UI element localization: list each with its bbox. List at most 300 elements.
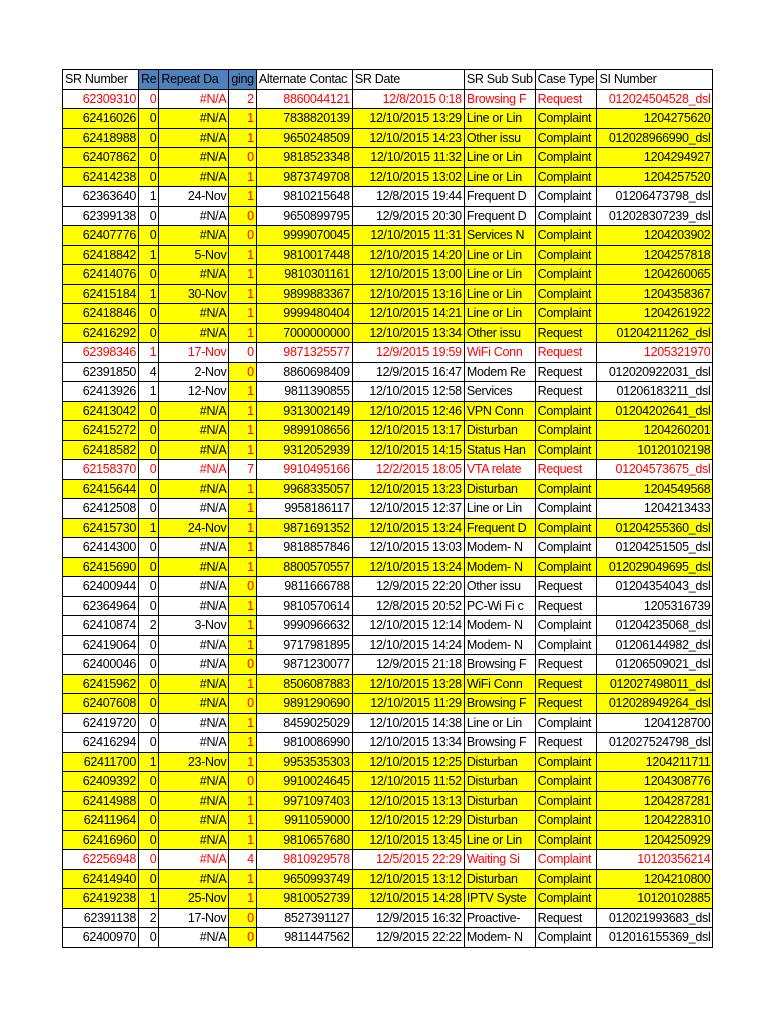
repeat-cell[interactable]: 0 (139, 265, 159, 285)
ageing-cell[interactable]: 1 (229, 616, 256, 636)
repeat-cell[interactable]: 0 (139, 421, 159, 441)
ageing-cell[interactable]: 1 (229, 596, 256, 616)
ageing-cell[interactable]: 1 (229, 323, 256, 343)
sr-date-cell[interactable]: 12/10/2015 13:24 (352, 557, 464, 577)
case-type-cell[interactable]: Request (535, 89, 597, 109)
sr-date-cell[interactable]: 12/10/2015 13:45 (352, 830, 464, 850)
sr-sub-sub-cell[interactable]: Line or Lin (464, 713, 535, 733)
sr-date-cell[interactable]: 12/9/2015 19:59 (352, 343, 464, 363)
case-type-cell[interactable]: Request (535, 362, 597, 382)
alternate-contact-cell[interactable]: 9810017448 (256, 245, 352, 265)
repeat-cell[interactable]: 0 (139, 772, 159, 792)
case-type-cell[interactable]: Complaint (535, 226, 597, 246)
case-type-cell[interactable]: Complaint (535, 187, 597, 207)
alternate-contact-cell[interactable]: 9810215648 (256, 187, 352, 207)
repeat-date-cell[interactable]: #N/A (159, 811, 229, 831)
sr-number-cell[interactable]: 62400046 (63, 655, 139, 675)
repeat-date-cell[interactable]: #N/A (159, 791, 229, 811)
sr-date-cell[interactable]: 12/10/2015 11:52 (352, 772, 464, 792)
ageing-cell[interactable]: 1 (229, 245, 256, 265)
sr-sub-sub-cell[interactable]: Line or Lin (464, 245, 535, 265)
si-number-cell[interactable]: 10120102198 (597, 440, 713, 460)
repeat-date-cell[interactable]: #N/A (159, 538, 229, 558)
sr-date-cell[interactable]: 12/10/2015 13:02 (352, 167, 464, 187)
ageing-cell[interactable]: 0 (229, 577, 256, 597)
sr-number-cell[interactable]: 62413926 (63, 382, 139, 402)
si-number-cell[interactable]: 1204260065 (597, 265, 713, 285)
sr-sub-sub-cell[interactable]: Disturban (464, 811, 535, 831)
sr-sub-sub-cell[interactable]: Proactive- (464, 908, 535, 928)
ageing-cell[interactable]: 1 (229, 421, 256, 441)
si-number-cell[interactable]: 1204358367 (597, 284, 713, 304)
alternate-contact-cell[interactable]: 8527391127 (256, 908, 352, 928)
repeat-cell[interactable]: 0 (139, 440, 159, 460)
ageing-cell[interactable]: 1 (229, 401, 256, 421)
sr-sub-sub-cell[interactable]: Frequent D (464, 518, 535, 538)
case-type-cell[interactable]: Complaint (535, 206, 597, 226)
sr-number-cell[interactable]: 62363640 (63, 187, 139, 207)
repeat-cell[interactable]: 0 (139, 674, 159, 694)
repeat-date-cell[interactable]: #N/A (159, 148, 229, 168)
repeat-date-cell[interactable]: #N/A (159, 304, 229, 324)
case-type-cell[interactable]: Request (535, 908, 597, 928)
ageing-cell[interactable]: 1 (229, 538, 256, 558)
repeat-date-cell[interactable]: 17-Nov (159, 343, 229, 363)
repeat-cell[interactable]: 0 (139, 596, 159, 616)
ageing-cell[interactable]: 1 (229, 187, 256, 207)
sr-date-cell[interactable]: 12/10/2015 12:46 (352, 401, 464, 421)
sr-number-cell[interactable]: 62418842 (63, 245, 139, 265)
sr-date-cell[interactable]: 12/10/2015 14:38 (352, 713, 464, 733)
sr-sub-sub-cell[interactable]: Frequent D (464, 187, 535, 207)
sr-sub-sub-cell[interactable]: Line or Lin (464, 265, 535, 285)
si-number-cell[interactable]: 1205316739 (597, 596, 713, 616)
sr-date-cell[interactable]: 12/10/2015 13:29 (352, 109, 464, 129)
repeat-cell[interactable]: 1 (139, 382, 159, 402)
case-type-cell[interactable]: Complaint (535, 635, 597, 655)
sr-sub-sub-cell[interactable]: Other issu (464, 577, 535, 597)
ageing-cell[interactable]: 1 (229, 109, 256, 129)
case-type-cell[interactable]: Complaint (535, 304, 597, 324)
si-number-cell[interactable]: 1205321970 (597, 343, 713, 363)
sr-sub-sub-cell[interactable]: Modem Re (464, 362, 535, 382)
sr-number-cell[interactable]: 62416960 (63, 830, 139, 850)
repeat-date-cell[interactable]: #N/A (159, 128, 229, 148)
repeat-date-cell[interactable]: 5-Nov (159, 245, 229, 265)
ageing-cell[interactable]: 1 (229, 128, 256, 148)
case-type-cell[interactable]: Complaint (535, 557, 597, 577)
repeat-cell[interactable]: 1 (139, 889, 159, 909)
sr-date-cell[interactable]: 12/9/2015 22:20 (352, 577, 464, 597)
case-type-cell[interactable]: Request (535, 382, 597, 402)
alternate-contact-cell[interactable]: 9810657680 (256, 830, 352, 850)
repeat-date-cell[interactable]: #N/A (159, 440, 229, 460)
repeat-date-cell[interactable]: 12-Nov (159, 382, 229, 402)
case-type-cell[interactable]: Complaint (535, 772, 597, 792)
header-sr-number[interactable]: SR Number (63, 70, 139, 90)
sr-date-cell[interactable]: 12/10/2015 12:37 (352, 499, 464, 519)
sr-number-cell[interactable]: 62419720 (63, 713, 139, 733)
sr-sub-sub-cell[interactable]: Modem- N (464, 635, 535, 655)
repeat-date-cell[interactable]: #N/A (159, 635, 229, 655)
repeat-date-cell[interactable]: 17-Nov (159, 908, 229, 928)
alternate-contact-cell[interactable]: 8860044121 (256, 89, 352, 109)
case-type-cell[interactable]: Request (535, 733, 597, 753)
repeat-date-cell[interactable]: #N/A (159, 577, 229, 597)
repeat-cell[interactable]: 1 (139, 245, 159, 265)
sr-number-cell[interactable]: 62415962 (63, 674, 139, 694)
sr-number-cell[interactable]: 62407776 (63, 226, 139, 246)
alternate-contact-cell[interactable]: 9871230077 (256, 655, 352, 675)
repeat-date-cell[interactable]: 30-Nov (159, 284, 229, 304)
sr-number-cell[interactable]: 62411964 (63, 811, 139, 831)
sr-date-cell[interactable]: 12/10/2015 11:31 (352, 226, 464, 246)
case-type-cell[interactable]: Request (535, 655, 597, 675)
si-number-cell[interactable]: 012021993683_dsl (597, 908, 713, 928)
si-number-cell[interactable]: 1204250929 (597, 830, 713, 850)
si-number-cell[interactable]: 1204294927 (597, 148, 713, 168)
sr-date-cell[interactable]: 12/10/2015 14:23 (352, 128, 464, 148)
sr-number-cell[interactable]: 62418846 (63, 304, 139, 324)
case-type-cell[interactable]: Complaint (535, 401, 597, 421)
repeat-cell[interactable]: 0 (139, 167, 159, 187)
alternate-contact-cell[interactable]: 9873749708 (256, 167, 352, 187)
repeat-cell[interactable]: 0 (139, 128, 159, 148)
repeat-date-cell[interactable]: 3-Nov (159, 616, 229, 636)
ageing-cell[interactable]: 0 (229, 362, 256, 382)
ageing-cell[interactable]: 1 (229, 499, 256, 519)
sr-sub-sub-cell[interactable]: Disturban (464, 791, 535, 811)
case-type-cell[interactable]: Complaint (535, 830, 597, 850)
si-number-cell[interactable]: 01204354043_dsl (597, 577, 713, 597)
repeat-date-cell[interactable]: #N/A (159, 109, 229, 129)
sr-sub-sub-cell[interactable]: Line or Lin (464, 148, 535, 168)
repeat-date-cell[interactable]: #N/A (159, 850, 229, 870)
alternate-contact-cell[interactable]: 9910024645 (256, 772, 352, 792)
sr-number-cell[interactable]: 62407862 (63, 148, 139, 168)
si-number-cell[interactable]: 01204235068_dsl (597, 616, 713, 636)
ageing-cell[interactable]: 7 (229, 460, 256, 480)
ageing-cell[interactable]: 1 (229, 479, 256, 499)
alternate-contact-cell[interactable]: 9650899795 (256, 206, 352, 226)
ageing-cell[interactable]: 1 (229, 265, 256, 285)
repeat-cell[interactable]: 0 (139, 733, 159, 753)
alternate-contact-cell[interactable]: 9910495166 (256, 460, 352, 480)
si-number-cell[interactable]: 01204573675_dsl (597, 460, 713, 480)
si-number-cell[interactable]: 01206183211_dsl (597, 382, 713, 402)
sr-date-cell[interactable]: 12/9/2015 21:18 (352, 655, 464, 675)
sr-sub-sub-cell[interactable]: Modem- N (464, 616, 535, 636)
sr-number-cell[interactable]: 62391138 (63, 908, 139, 928)
sr-date-cell[interactable]: 12/10/2015 13:23 (352, 479, 464, 499)
repeat-date-cell[interactable]: #N/A (159, 323, 229, 343)
alternate-contact-cell[interactable]: 9810301161 (256, 265, 352, 285)
alternate-contact-cell[interactable]: 9650993749 (256, 869, 352, 889)
sr-date-cell[interactable]: 12/10/2015 13:16 (352, 284, 464, 304)
sr-number-cell[interactable]: 62409392 (63, 772, 139, 792)
sr-number-cell[interactable]: 62412508 (63, 499, 139, 519)
sr-date-cell[interactable]: 12/10/2015 13:03 (352, 538, 464, 558)
ageing-cell[interactable]: 1 (229, 889, 256, 909)
ageing-cell[interactable]: 1 (229, 752, 256, 772)
repeat-cell[interactable]: 0 (139, 830, 159, 850)
ageing-cell[interactable]: 0 (229, 655, 256, 675)
repeat-cell[interactable]: 0 (139, 538, 159, 558)
si-number-cell[interactable]: 012028966990_dsl (597, 128, 713, 148)
sr-date-cell[interactable]: 12/8/2015 20:52 (352, 596, 464, 616)
sr-number-cell[interactable]: 62413042 (63, 401, 139, 421)
repeat-cell[interactable]: 0 (139, 401, 159, 421)
repeat-date-cell[interactable]: #N/A (159, 460, 229, 480)
sr-date-cell[interactable]: 12/10/2015 13:34 (352, 323, 464, 343)
repeat-date-cell[interactable]: #N/A (159, 499, 229, 519)
sr-sub-sub-cell[interactable]: WiFi Conn (464, 674, 535, 694)
alternate-contact-cell[interactable]: 9810052739 (256, 889, 352, 909)
sr-number-cell[interactable]: 62400970 (63, 928, 139, 948)
si-number-cell[interactable]: 01204202641_dsl (597, 401, 713, 421)
repeat-cell[interactable]: 2 (139, 908, 159, 928)
case-type-cell[interactable]: Request (535, 596, 597, 616)
repeat-date-cell[interactable]: #N/A (159, 713, 229, 733)
sr-date-cell[interactable]: 12/10/2015 14:21 (352, 304, 464, 324)
header-alternate-contact[interactable]: Alternate Contac (256, 70, 352, 90)
ageing-cell[interactable]: 1 (229, 733, 256, 753)
sr-sub-sub-cell[interactable]: Disturban (464, 772, 535, 792)
case-type-cell[interactable]: Complaint (535, 440, 597, 460)
case-type-cell[interactable]: Complaint (535, 284, 597, 304)
alternate-contact-cell[interactable]: 9871325577 (256, 343, 352, 363)
sr-sub-sub-cell[interactable]: Modem- N (464, 928, 535, 948)
alternate-contact-cell[interactable]: 9953535303 (256, 752, 352, 772)
alternate-contact-cell[interactable]: 9968335057 (256, 479, 352, 499)
alternate-contact-cell[interactable]: 8506087883 (256, 674, 352, 694)
repeat-cell[interactable]: 0 (139, 811, 159, 831)
sr-date-cell[interactable]: 12/10/2015 14:28 (352, 889, 464, 909)
sr-sub-sub-cell[interactable]: Status Han (464, 440, 535, 460)
sr-date-cell[interactable]: 12/10/2015 13:00 (352, 265, 464, 285)
case-type-cell[interactable]: Request (535, 577, 597, 597)
alternate-contact-cell[interactable]: 9990966632 (256, 616, 352, 636)
si-number-cell[interactable]: 1204287281 (597, 791, 713, 811)
ageing-cell[interactable]: 1 (229, 557, 256, 577)
sr-number-cell[interactable]: 62414076 (63, 265, 139, 285)
case-type-cell[interactable]: Request (535, 694, 597, 714)
header-sr-date[interactable]: SR Date (352, 70, 464, 90)
repeat-date-cell[interactable]: #N/A (159, 655, 229, 675)
case-type-cell[interactable]: Complaint (535, 811, 597, 831)
sr-number-cell[interactable]: 62415272 (63, 421, 139, 441)
si-number-cell[interactable]: 01204255360_dsl (597, 518, 713, 538)
sr-sub-sub-cell[interactable]: PC-Wi Fi c (464, 596, 535, 616)
case-type-cell[interactable]: Complaint (535, 265, 597, 285)
case-type-cell[interactable]: Complaint (535, 752, 597, 772)
case-type-cell[interactable]: Complaint (535, 713, 597, 733)
case-type-cell[interactable]: Complaint (535, 245, 597, 265)
sr-sub-sub-cell[interactable]: Line or Lin (464, 499, 535, 519)
case-type-cell[interactable]: Complaint (535, 538, 597, 558)
repeat-cell[interactable]: 0 (139, 89, 159, 109)
sr-date-cell[interactable]: 12/10/2015 12:58 (352, 382, 464, 402)
ageing-cell[interactable]: 0 (229, 148, 256, 168)
si-number-cell[interactable]: 1204203902 (597, 226, 713, 246)
sr-sub-sub-cell[interactable]: Disturban (464, 869, 535, 889)
case-type-cell[interactable]: Complaint (535, 499, 597, 519)
repeat-cell[interactable]: 0 (139, 713, 159, 733)
case-type-cell[interactable]: Request (535, 674, 597, 694)
repeat-date-cell[interactable]: #N/A (159, 557, 229, 577)
si-number-cell[interactable]: 01204211262_dsl (597, 323, 713, 343)
si-number-cell[interactable]: 1204549568 (597, 479, 713, 499)
alternate-contact-cell[interactable]: 7000000000 (256, 323, 352, 343)
repeat-cell[interactable]: 1 (139, 284, 159, 304)
sr-sub-sub-cell[interactable]: Other issu (464, 128, 535, 148)
sr-sub-sub-cell[interactable]: Frequent D (464, 206, 535, 226)
ageing-cell[interactable]: 1 (229, 518, 256, 538)
ageing-cell[interactable]: 1 (229, 791, 256, 811)
si-number-cell[interactable]: 1204275620 (597, 109, 713, 129)
sr-sub-sub-cell[interactable]: Modem- N (464, 557, 535, 577)
sr-number-cell[interactable]: 62414988 (63, 791, 139, 811)
sr-number-cell[interactable]: 62364964 (63, 596, 139, 616)
case-type-cell[interactable]: Complaint (535, 518, 597, 538)
si-number-cell[interactable]: 012016155369_dsl (597, 928, 713, 948)
repeat-date-cell[interactable]: #N/A (159, 479, 229, 499)
sr-sub-sub-cell[interactable]: Disturban (464, 421, 535, 441)
si-number-cell[interactable]: 1204228310 (597, 811, 713, 831)
sr-date-cell[interactable]: 12/8/2015 19:44 (352, 187, 464, 207)
repeat-cell[interactable]: 0 (139, 323, 159, 343)
header-case-type[interactable]: Case Type (535, 70, 597, 90)
repeat-date-cell[interactable]: #N/A (159, 869, 229, 889)
ageing-cell[interactable]: 0 (229, 226, 256, 246)
sr-date-cell[interactable]: 12/10/2015 13:13 (352, 791, 464, 811)
alternate-contact-cell[interactable]: 9891290690 (256, 694, 352, 714)
repeat-cell[interactable]: 1 (139, 187, 159, 207)
ageing-cell[interactable]: 0 (229, 772, 256, 792)
sr-date-cell[interactable]: 12/10/2015 14:24 (352, 635, 464, 655)
sr-date-cell[interactable]: 12/5/2015 22:29 (352, 850, 464, 870)
ageing-cell[interactable]: 1 (229, 713, 256, 733)
repeat-cell[interactable]: 0 (139, 577, 159, 597)
sr-sub-sub-cell[interactable]: Line or Lin (464, 167, 535, 187)
sr-number-cell[interactable]: 62414300 (63, 538, 139, 558)
sr-number-cell[interactable]: 62418988 (63, 128, 139, 148)
sr-sub-sub-cell[interactable]: Services (464, 382, 535, 402)
ageing-cell[interactable]: 0 (229, 343, 256, 363)
repeat-cell[interactable]: 0 (139, 460, 159, 480)
repeat-date-cell[interactable]: #N/A (159, 265, 229, 285)
repeat-cell[interactable]: 0 (139, 694, 159, 714)
sr-number-cell[interactable]: 62414940 (63, 869, 139, 889)
repeat-date-cell[interactable]: 24-Nov (159, 518, 229, 538)
repeat-date-cell[interactable]: #N/A (159, 226, 229, 246)
repeat-cell[interactable]: 0 (139, 226, 159, 246)
si-number-cell[interactable]: 1204260201 (597, 421, 713, 441)
sr-sub-sub-cell[interactable]: Line or Lin (464, 109, 535, 129)
sr-date-cell[interactable]: 12/10/2015 14:20 (352, 245, 464, 265)
alternate-contact-cell[interactable]: 9958186117 (256, 499, 352, 519)
si-number-cell[interactable]: 012029049695_dsl (597, 557, 713, 577)
sr-number-cell[interactable]: 62400944 (63, 577, 139, 597)
ageing-cell[interactable]: 0 (229, 694, 256, 714)
repeat-cell[interactable]: 0 (139, 557, 159, 577)
alternate-contact-cell[interactable]: 9971097403 (256, 791, 352, 811)
sr-number-cell[interactable]: 62391850 (63, 362, 139, 382)
alternate-contact-cell[interactable]: 9811447562 (256, 928, 352, 948)
sr-sub-sub-cell[interactable]: Browsing F (464, 89, 535, 109)
repeat-cell[interactable]: 1 (139, 518, 159, 538)
header-repeat-date[interactable]: Repeat Da (159, 70, 229, 90)
sr-number-cell[interactable]: 62416294 (63, 733, 139, 753)
ageing-cell[interactable]: 0 (229, 206, 256, 226)
case-type-cell[interactable]: Complaint (535, 167, 597, 187)
sr-sub-sub-cell[interactable]: Disturban (464, 479, 535, 499)
sr-date-cell[interactable]: 12/10/2015 13:34 (352, 733, 464, 753)
ageing-cell[interactable]: 0 (229, 908, 256, 928)
sr-number-cell[interactable]: 62415730 (63, 518, 139, 538)
repeat-date-cell[interactable]: 23-Nov (159, 752, 229, 772)
sr-number-cell[interactable]: 62398346 (63, 343, 139, 363)
si-number-cell[interactable]: 012027498011_dsl (597, 674, 713, 694)
ageing-cell[interactable]: 0 (229, 928, 256, 948)
sr-number-cell[interactable]: 62419238 (63, 889, 139, 909)
alternate-contact-cell[interactable]: 7838820139 (256, 109, 352, 129)
alternate-contact-cell[interactable]: 9899108656 (256, 421, 352, 441)
sr-date-cell[interactable]: 12/10/2015 14:15 (352, 440, 464, 460)
repeat-date-cell[interactable]: #N/A (159, 674, 229, 694)
si-number-cell[interactable]: 012024504528_dsl (597, 89, 713, 109)
repeat-date-cell[interactable]: #N/A (159, 694, 229, 714)
ageing-cell[interactable]: 1 (229, 304, 256, 324)
sr-number-cell[interactable]: 62410874 (63, 616, 139, 636)
si-number-cell[interactable]: 1204308776 (597, 772, 713, 792)
sr-number-cell[interactable]: 62419064 (63, 635, 139, 655)
repeat-cell[interactable]: 0 (139, 206, 159, 226)
repeat-date-cell[interactable]: #N/A (159, 928, 229, 948)
sr-date-cell[interactable]: 12/10/2015 13:12 (352, 869, 464, 889)
case-type-cell[interactable]: Complaint (535, 791, 597, 811)
repeat-date-cell[interactable]: 25-Nov (159, 889, 229, 909)
sr-date-cell[interactable]: 12/9/2015 20:30 (352, 206, 464, 226)
si-number-cell[interactable]: 01206473798_dsl (597, 187, 713, 207)
repeat-cell[interactable]: 2 (139, 616, 159, 636)
sr-date-cell[interactable]: 12/10/2015 12:29 (352, 811, 464, 831)
alternate-contact-cell[interactable]: 9871691352 (256, 518, 352, 538)
case-type-cell[interactable]: Complaint (535, 869, 597, 889)
si-number-cell[interactable]: 1204257818 (597, 245, 713, 265)
repeat-cell[interactable]: 0 (139, 109, 159, 129)
case-type-cell[interactable]: Complaint (535, 850, 597, 870)
sr-number-cell[interactable]: 62411700 (63, 752, 139, 772)
si-number-cell[interactable]: 1204257520 (597, 167, 713, 187)
sr-date-cell[interactable]: 12/10/2015 12:25 (352, 752, 464, 772)
alternate-contact-cell[interactable]: 9999070045 (256, 226, 352, 246)
repeat-date-cell[interactable]: #N/A (159, 596, 229, 616)
case-type-cell[interactable]: Complaint (535, 421, 597, 441)
case-type-cell[interactable]: Request (535, 460, 597, 480)
sr-sub-sub-cell[interactable]: Browsing F (464, 694, 535, 714)
repeat-date-cell[interactable]: #N/A (159, 830, 229, 850)
si-number-cell[interactable]: 10120102885 (597, 889, 713, 909)
repeat-cell[interactable]: 0 (139, 655, 159, 675)
ageing-cell[interactable]: 1 (229, 382, 256, 402)
ageing-cell[interactable]: 1 (229, 167, 256, 187)
sr-number-cell[interactable]: 62415644 (63, 479, 139, 499)
si-number-cell[interactable]: 01206509021_dsl (597, 655, 713, 675)
header-sr-sub-sub[interactable]: SR Sub Sub (464, 70, 535, 90)
si-number-cell[interactable]: 012028307239_dsl (597, 206, 713, 226)
repeat-cell[interactable]: 4 (139, 362, 159, 382)
